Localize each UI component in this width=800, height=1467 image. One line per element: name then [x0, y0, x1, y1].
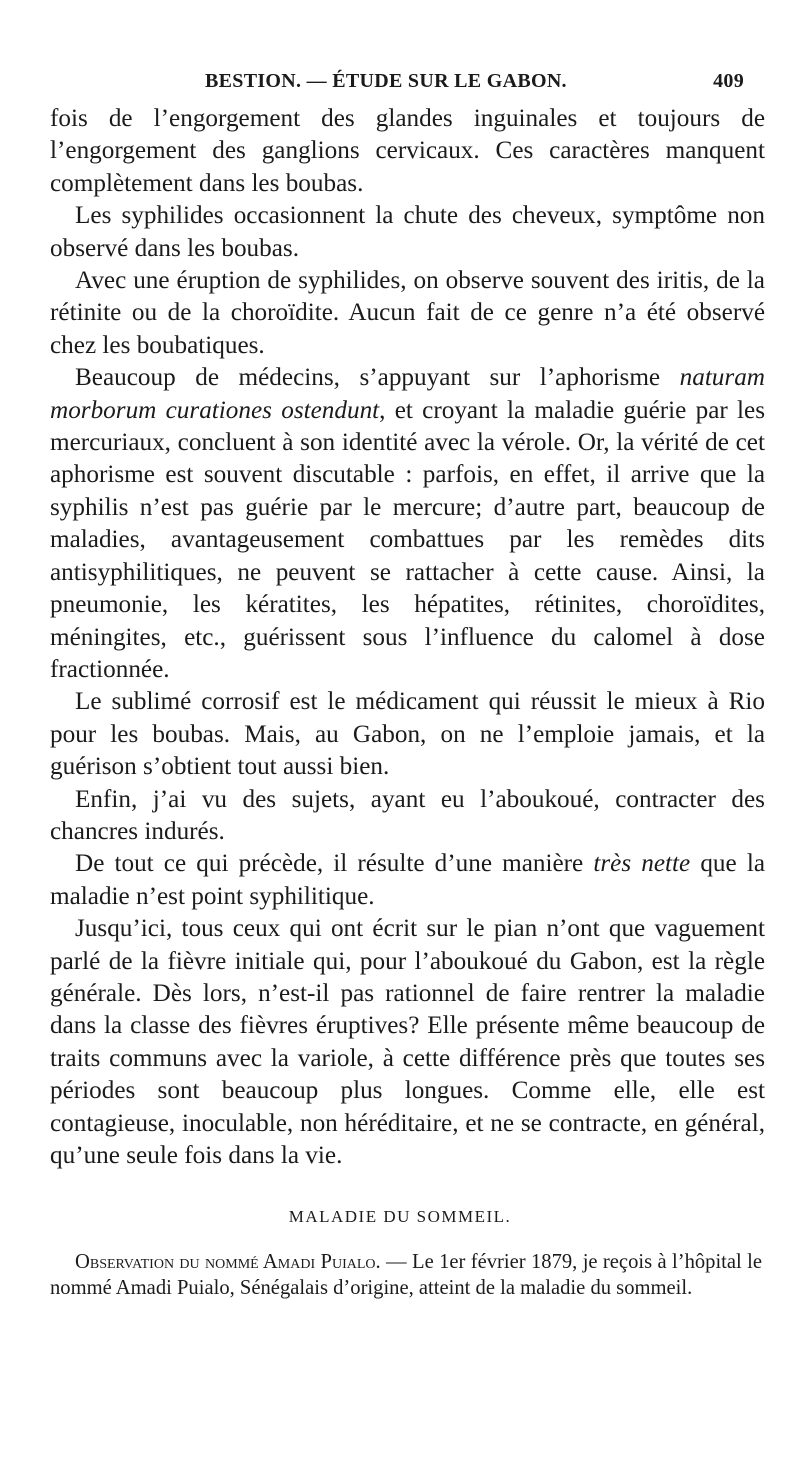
paragraph-1: fois de l’engorgement des glandes inguinales et toujours de l’engorgement des ganglions cervicaux. Ces caractères manquent complètement dans les boubas.	[50, 105, 765, 197]
section-heading: MALADIE DU SOMMEIL.	[288, 1207, 512, 1226]
paragraph-7-start: De tout ce qui précède, il résulte d’une manière	[75, 850, 594, 878]
paragraph-4	[50, 362, 765, 686]
observation-block	[50, 1250, 762, 1302]
paragraph-7	[50, 848, 765, 913]
emphasis-tres-nette: très nette	[593, 850, 691, 878]
paragraph-4-rest: , et croyant la maladie guérie par les mercuriaux, concluent à son identité avec la vérole. Or, la vérité de cet aphorisme est souvent discutable : parfois, en effet, il arrive que la syphilis n’est pas guérie par le mercure; d’autre part, beaucoup de maladies, avantageusement combattues par les remèdes dits antisyphilitiques, ne peuvent se rattacher à cette cause. Ainsi, la pneumonie, les kératites, les hépatites, rétinites, choroïdites, méningites, etc., guérissent sous l’influence du calomel à dose fractionnée.	[50, 396, 765, 683]
running-title: BESTION. — ÉTUDE SUR LE GABON.	[205, 70, 567, 92]
paragraph-2: Les syphilides occasionnent la chute des cheveux, symptôme non observé dans les boubas.	[50, 202, 765, 262]
paragraph-8: Jusqu’ici, tous ceux qui ont écrit sur le pian n’ont que vaguement parlé de la fièvre initiale qui, pour l’aboukoué du Gabon, est la règle générale. Dès lors, n’est-il pas rationnel de faire rentrer la maladie dans la classe des fièvres éruptives? Elle présente même beaucoup de traits communs avec la variole, à cette différence près que toutes ses périodes sont beaucoup plus longues. Comme elle, elle est contagieuse, inoculable, non héréditaire, et ne se contracte, en général, qu’une seule fois dans la vie.	[50, 915, 765, 1169]
paragraph-7-rest: que la maladie n’est point syphilitique.	[50, 850, 766, 910]
main-text	[50, 103, 765, 1172]
observation-text: — Le 1er février 1879, je reçois à l’hôpital le nommé Amadi Puialo, Sénégalais d’origine, atteint de la maladie du sommeil.	[50, 1251, 762, 1299]
paragraph-6: Enfin, j’ai vu des sujets, ayant eu l’aboukoué, contracter des chancres indurés.	[50, 785, 765, 845]
page-number: 409	[713, 70, 744, 92]
observation-heading: Observation du nommé Amadi Puialo.	[75, 1251, 381, 1273]
paragraph-5: Le sublimé corrosif est le médicament qui réussit le mieux à Rio pour les boubas. Mais, au Gabon, on ne l’emploie jamais, et la guérison s’obtient tout aussi bien.	[50, 688, 765, 781]
observation-paragraph	[50, 1250, 762, 1302]
paragraph-3: Avec une éruption de syphilides, on observe souvent des iritis, de la rétinite ou de la choroïdite. Aucun fait de ce genre n’a été observé chez les boubatiques.	[50, 267, 765, 359]
latin-aphorism: naturam morborum curationes ostendunt	[50, 364, 765, 424]
paragraph-4-start: Beaucoup de médecins, s’appuyant sur l’aphorisme	[75, 364, 680, 392]
